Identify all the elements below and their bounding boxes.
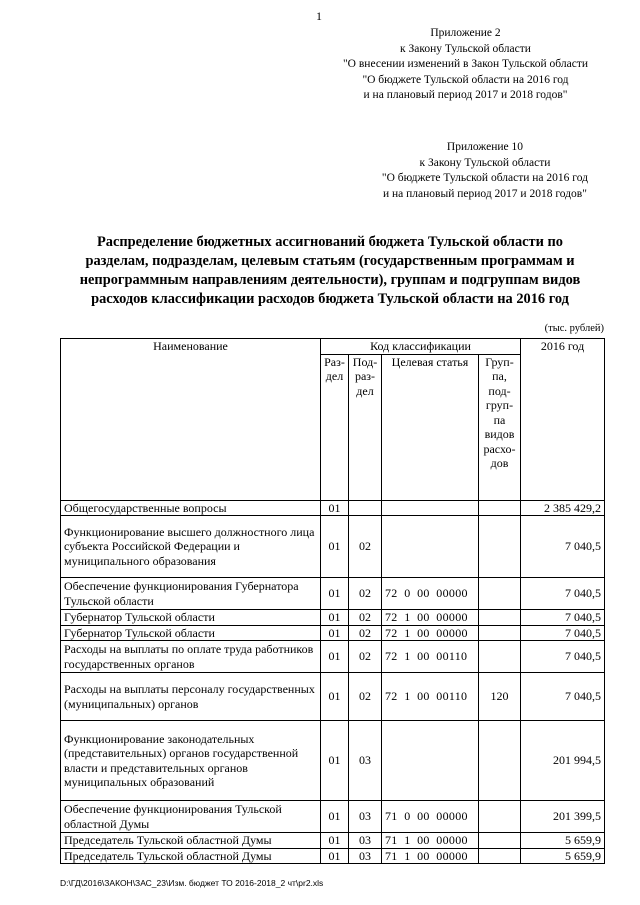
row-section: 01 xyxy=(321,833,349,849)
appendix-2-line: "О внесении изменений в Закон Тульской области xyxy=(342,58,588,70)
row-name: Председатель Тульской областной Думы xyxy=(61,848,321,864)
table-row xyxy=(61,578,605,610)
row-group xyxy=(479,578,521,610)
row-section: 01 xyxy=(321,641,349,673)
row-section: 01 xyxy=(321,610,349,626)
row-group xyxy=(479,625,521,641)
table-row xyxy=(61,721,605,801)
table-row xyxy=(61,833,605,849)
title-line: разделам, подразделам, целевым статьям (государственным программам и xyxy=(85,253,575,269)
title-line: непрограммным направлениям деятельности), группам и подгруппам видов xyxy=(79,272,581,288)
row-subsection: 02 xyxy=(349,610,382,626)
row-target: 71 1 00 00000 xyxy=(382,833,479,849)
row-subsection: 02 xyxy=(349,625,382,641)
row-subsection: 02 xyxy=(349,673,382,721)
table-row xyxy=(61,848,605,864)
appendix-2-block xyxy=(343,26,588,104)
row-section: 01 xyxy=(321,578,349,610)
budget-table xyxy=(60,338,605,864)
appendix-10-line: к Закону Тульской области xyxy=(419,156,551,169)
row-subsection: 03 xyxy=(349,848,382,864)
row-amount: 201 399,5 xyxy=(521,801,605,833)
row-group xyxy=(479,500,521,516)
row-name: Расходы на выплаты персоналу государственных (муниципальных) органов xyxy=(61,673,321,721)
row-subsection xyxy=(349,500,382,516)
row-amount: 7 040,5 xyxy=(521,641,605,673)
row-name: Обеспечение функционирования Губернатора Тульской области xyxy=(61,578,321,610)
row-amount: 201 994,5 xyxy=(521,721,605,801)
row-target: 71 0 00 00000 xyxy=(382,801,479,833)
table-row xyxy=(61,801,605,833)
header-group: Груп- па, под- груп- па видов расхо- дов xyxy=(479,354,521,500)
row-group xyxy=(479,516,521,578)
row-target: 72 1 00 00110 xyxy=(382,673,479,721)
row-section: 01 xyxy=(321,848,349,864)
appendix-10-block xyxy=(382,140,588,202)
row-target xyxy=(382,500,479,516)
row-section: 01 xyxy=(321,516,349,578)
row-target: 71 1 00 00000 xyxy=(382,848,479,864)
row-section: 01 xyxy=(321,721,349,801)
row-amount: 7 040,5 xyxy=(521,516,605,578)
row-section: 01 xyxy=(321,500,349,516)
row-subsection: 03 xyxy=(349,721,382,801)
table-row xyxy=(61,625,605,641)
title-line: расходов классификации расходов бюджета Тульской области на 2016 год xyxy=(91,291,569,307)
row-target xyxy=(382,721,479,801)
table-row xyxy=(61,641,605,673)
appendix-10-line: "О бюджете Тульской области на 2016 год xyxy=(381,172,588,184)
appendix-2-line: Приложение 2 xyxy=(430,27,501,39)
title-line: Распределение бюджетных ассигнований бюджета Тульской области по xyxy=(96,234,564,250)
row-target: 72 1 00 00000 xyxy=(382,610,479,626)
row-group xyxy=(479,833,521,849)
page-number: 1 xyxy=(316,9,322,23)
row-subsection: 02 xyxy=(349,641,382,673)
header-subsection: Под- раз- дел xyxy=(349,354,382,500)
row-group xyxy=(479,801,521,833)
row-subsection: 03 xyxy=(349,801,382,833)
row-subsection: 03 xyxy=(349,833,382,849)
row-subsection: 02 xyxy=(349,578,382,610)
row-amount: 7 040,5 xyxy=(521,610,605,626)
row-amount: 7 040,5 xyxy=(521,673,605,721)
table-row xyxy=(61,610,605,626)
appendix-10-line: и на плановый период 2017 и 2018 годов" xyxy=(382,187,587,200)
row-section: 01 xyxy=(321,801,349,833)
table-header-row xyxy=(61,339,605,355)
header-year: 2016 год xyxy=(521,339,605,501)
row-name: Обеспечение функционирования Тульской областной Думы xyxy=(61,801,321,833)
row-amount: 5 659,9 xyxy=(521,848,605,864)
header-name: Наименование xyxy=(61,339,321,501)
table-row xyxy=(61,673,605,721)
row-group xyxy=(479,848,521,864)
table-row xyxy=(61,516,605,578)
row-amount: 2 385 429,2 xyxy=(521,500,605,516)
row-target xyxy=(382,516,479,578)
appendix-2-line: и на плановый период 2017 и 2018 годов" xyxy=(363,89,568,101)
row-name: Общегосударственные вопросы xyxy=(61,500,321,516)
header-code: Код классификации xyxy=(321,339,521,355)
row-name: Расходы на выплаты по оплате труда работников государственных органов xyxy=(61,641,321,673)
row-group xyxy=(479,610,521,626)
row-target: 72 1 00 00110 xyxy=(382,641,479,673)
row-section: 01 xyxy=(321,625,349,641)
file-path-footer: D:\ГД\2016\ЗАКОН\ЗАС_23\Изм. бюджет ТО 2016-2018_2 чт\pr2.xls xyxy=(60,878,324,888)
row-target: 72 1 00 00000 xyxy=(382,625,479,641)
row-name: Функционирование законодательных (представительных) органов государственной власти и представительных органов муниципальных образований xyxy=(61,721,321,801)
row-name: Председатель Тульской областной Думы xyxy=(61,833,321,849)
table-row xyxy=(61,500,605,516)
row-name: Функционирование высшего должностного лица субъекта Российской Федерации и муниципального образования xyxy=(61,516,321,578)
appendix-2-line: к Закону Тульской области xyxy=(400,42,531,55)
row-amount: 7 040,5 xyxy=(521,625,605,641)
row-name: Губернатор Тульской области xyxy=(61,610,321,626)
units-label: (тыс. рублей) xyxy=(544,323,604,334)
document-title xyxy=(60,233,600,309)
row-subsection: 02 xyxy=(349,516,382,578)
row-section: 01 xyxy=(321,673,349,721)
appendix-10-line: Приложение 10 xyxy=(446,141,523,153)
appendix-2-line: "О бюджете Тульской области на 2016 год xyxy=(362,73,569,86)
row-amount: 5 659,9 xyxy=(521,833,605,849)
header-section: Раз- дел xyxy=(321,354,349,500)
row-group xyxy=(479,641,521,673)
header-target: Целевая статья xyxy=(382,354,479,500)
row-target: 72 0 00 00000 xyxy=(382,578,479,610)
row-group xyxy=(479,721,521,801)
row-group: 120 xyxy=(479,673,521,721)
row-amount: 7 040,5 xyxy=(521,578,605,610)
row-name: Губернатор Тульской области xyxy=(61,625,321,641)
